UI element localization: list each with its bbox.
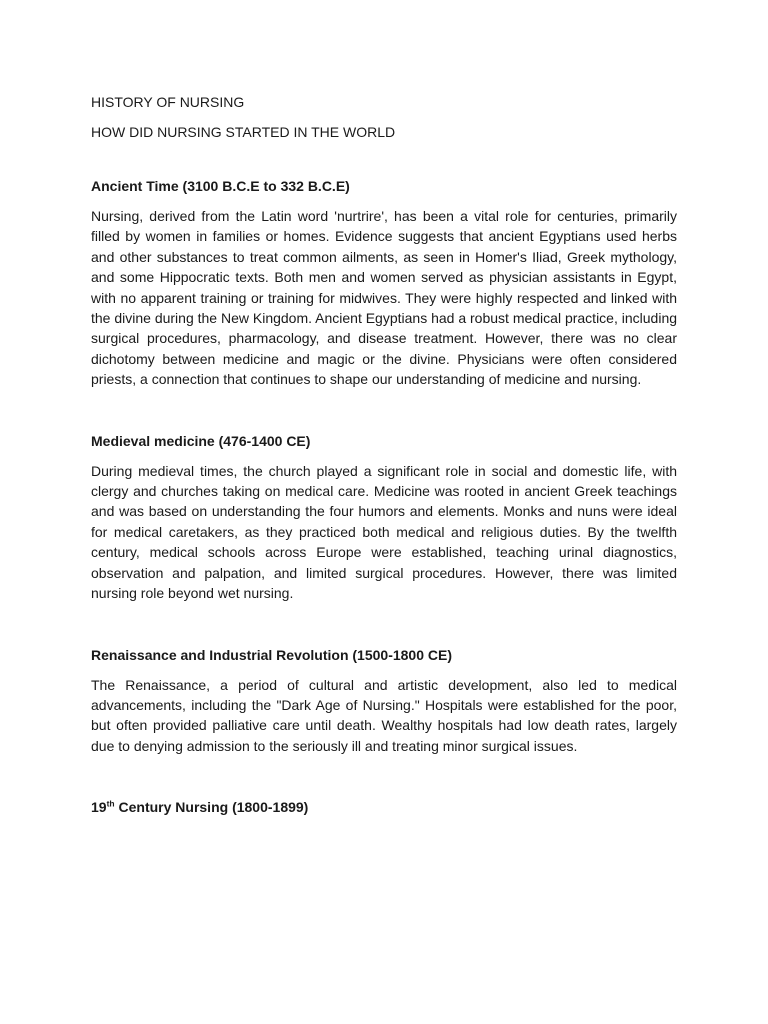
section-heading xyxy=(91,798,677,816)
document-title: HISTORY OF NURSING xyxy=(91,94,245,110)
section-19th-century xyxy=(91,798,677,816)
section-heading: Renaissance and Industrial Revolution (1500-1800 CE) xyxy=(91,646,453,663)
section-body: Nursing, derived from the Latin word 'nurtrire', has been a vital role for centuries, primarily filled by women in families or homes. Evidence suggests that ancient Egyptians used herbs and other substances to treat common ailments, as seen in Homer's Iliad, Greek mythology, and some Hippocratic texts. Both men and women served as physician assistants in Egypt, with no apparent training or training for midwives. They were highly respected and linked with the divine during the New Kingdom. Ancient Egyptians had a robust medical practice, including surgical procedures, pharmacology, and disease treatment. However, there was no clear dichotomy between medicine and magic or the divine. Physicians were often considered priests, a connection that continues to shape our understanding of medicine and nursing. xyxy=(91,208,678,388)
section-body: The Renaissance, a period of cultural and artistic development, also led to medical advancements, including the "Dark Age of Nursing." Hospitals were established for the poor, but often provided palliative care until death. Wealthy hospitals had low death rates, largely due to denying admission to the seriously ill and treating minor surgical issues. xyxy=(91,676,677,754)
section-renaissance xyxy=(91,646,677,757)
heading-ordinal-suffix: th xyxy=(106,798,115,809)
heading-text: Century Nursing (1800-1899) xyxy=(114,799,309,816)
document-subtitle: HOW DID NURSING STARTED IN THE WORLD xyxy=(91,124,396,140)
section-medieval-medicine xyxy=(91,432,677,604)
section-body: During medieval times, the church played a significant role in social and domestic life, with clergy and churches taking on medical care. Medicine was rooted in ancient Greek teachings and was based on understanding the four humors and elements. Monks and nuns were ideal for medical caretakers, as they practiced both medical and religious duties. By the twelfth century, medical schools across Europe were established, teaching urinal diagnostics, observation and palpation, and limited surgical procedures. However, there was limited nursing role beyond wet nursing. xyxy=(91,462,677,602)
heading-number: 19 xyxy=(91,799,107,816)
document-page xyxy=(91,93,677,827)
section-ancient-time xyxy=(91,177,677,390)
section-heading: Ancient Time (3100 B.C.E to 332 B.C.E) xyxy=(91,178,350,194)
section-heading: Medieval medicine (476-1400 CE) xyxy=(91,432,311,449)
